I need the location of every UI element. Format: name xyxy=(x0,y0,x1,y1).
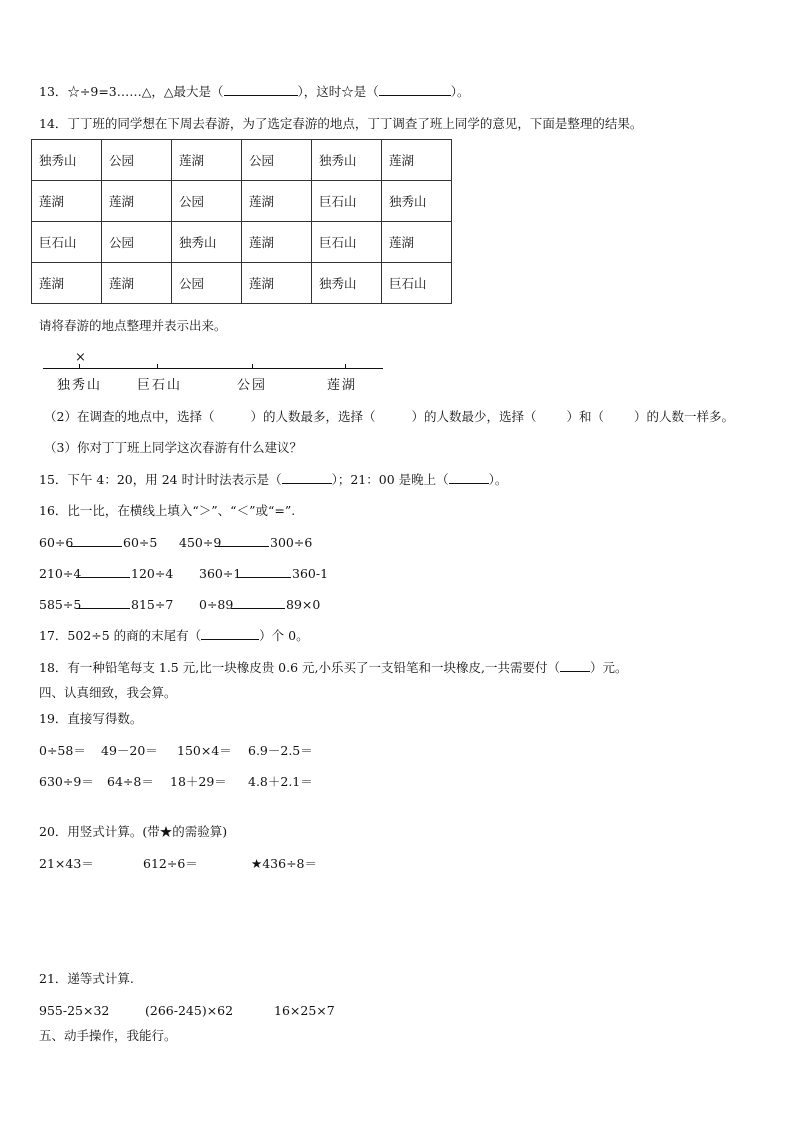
compare-right: 120÷4 xyxy=(131,566,174,581)
tally-axis xyxy=(43,350,388,400)
table-cell: 公园 xyxy=(242,140,312,181)
q21-text: 21．递等式计算. xyxy=(39,971,134,986)
table-cell: 公园 xyxy=(102,222,172,263)
compare-right: 815÷7 xyxy=(131,597,174,612)
calc-item: 6.9－2.5＝ xyxy=(248,743,313,758)
q14-sub2: （2）在调查的地点中，选择（ ）的人数最多，选择（ ）的人数最少，选择（ ）和（ ）的人数一样多。 xyxy=(44,409,735,424)
table-cell: 巨石山 xyxy=(312,222,382,263)
q14-sub3: （3）你对丁丁班上同学这次春游有什么建议？ xyxy=(44,440,302,455)
axis-label: 巨石山 xyxy=(137,378,183,393)
q15: 15．下午 4：20，用 24 时计时法表示是（ ）；21：00 是晚上（ ）。 xyxy=(39,472,508,487)
table-cell: 独秀山 xyxy=(32,140,102,181)
table-cell: 莲湖 xyxy=(102,181,172,222)
table-cell: 莲湖 xyxy=(102,263,172,304)
calc-item: 64÷8＝ xyxy=(107,774,154,789)
table-row xyxy=(32,263,452,304)
vertical-calc-item: ★436÷8＝ xyxy=(251,856,317,871)
q18-blank[interactable] xyxy=(560,660,590,672)
table-cell: 独秀山 xyxy=(172,222,242,263)
compare-blank[interactable] xyxy=(68,535,122,547)
table-cell: 莲湖 xyxy=(382,222,452,263)
table-cell: 巨石山 xyxy=(382,263,452,304)
compare-blank[interactable] xyxy=(215,535,269,547)
table-cell: 莲湖 xyxy=(172,140,242,181)
compare-right: 60÷5 xyxy=(123,535,158,550)
table-cell: 莲湖 xyxy=(382,140,452,181)
compare-blank[interactable] xyxy=(76,566,130,578)
table-cell: 公园 xyxy=(172,181,242,222)
axis-label: 独秀山 xyxy=(57,378,103,393)
axis-label: 莲湖 xyxy=(327,378,358,393)
compare-blank[interactable] xyxy=(231,597,285,609)
q18: 18．有一种铅笔每支 1.5 元,比一块橡皮贵 0.6 元,小乐买了一支铅笔和一块橡皮,一共需要付（ ）元。 xyxy=(39,660,628,675)
compare-left: 60÷6 xyxy=(39,535,74,550)
calc-item: 150×4＝ xyxy=(177,743,232,758)
compare-left: 450÷9 xyxy=(179,535,222,550)
table-cell: 公园 xyxy=(172,263,242,304)
q15-blank-1[interactable] xyxy=(282,472,332,484)
calc-item: 630÷9＝ xyxy=(39,774,94,789)
section-5-heading: 五、动手操作，我能行。 xyxy=(39,1028,177,1043)
compare-blank[interactable] xyxy=(76,597,130,609)
q17: 17．502÷5 的商的末尾有（ ）个 0。 xyxy=(39,628,309,643)
stepwise-calc-item: 16×25×7 xyxy=(274,1003,335,1018)
survey-table xyxy=(31,139,452,304)
q15-blank-2[interactable] xyxy=(449,472,489,484)
compare-left: 210÷4 xyxy=(39,566,82,581)
table-cell: 莲湖 xyxy=(32,181,102,222)
stepwise-calc-item: (266-245)×62 xyxy=(145,1003,234,1018)
axis-line xyxy=(43,368,383,369)
table-cell: 独秀山 xyxy=(382,181,452,222)
table-cell: 莲湖 xyxy=(32,263,102,304)
axis-tick xyxy=(252,364,253,369)
q13-blank-2[interactable] xyxy=(379,84,451,96)
compare-right: 89×0 xyxy=(286,597,321,612)
compare-right: 360-1 xyxy=(292,566,329,581)
compare-right: 300÷6 xyxy=(270,535,313,550)
q17-blank[interactable] xyxy=(201,628,259,640)
table-cell: 巨石山 xyxy=(312,181,382,222)
q13: 13．☆÷9=3……△，△最大是（ ），这时☆是（ ）。 xyxy=(39,84,470,99)
table-cell: 独秀山 xyxy=(312,140,382,181)
vertical-calc-item: 612÷6＝ xyxy=(143,856,198,871)
calc-item: 49－20＝ xyxy=(101,743,158,758)
table-cell: 独秀山 xyxy=(312,263,382,304)
q14-instruction: 请将春游的地点整理并表示出来。 xyxy=(39,318,227,333)
axis-tick xyxy=(345,364,346,369)
axis-tick xyxy=(79,364,80,369)
compare-left: 585÷5 xyxy=(39,597,82,612)
table-cell: 莲湖 xyxy=(242,263,312,304)
section-4-heading: 四、认真细致，我会算。 xyxy=(39,685,177,700)
table-cell: 公园 xyxy=(102,140,172,181)
table-row xyxy=(32,140,452,181)
q14-text: 14．丁丁班的同学想在下周去春游，为了选定春游的地点，丁丁调查了班上同学的意见，下面是整理的结果。 xyxy=(39,116,643,131)
calc-item: 4.8＋2.1＝ xyxy=(248,774,313,789)
table-row xyxy=(32,181,452,222)
compare-left: 360÷1 xyxy=(199,566,242,581)
q19-text: 19．直接写得数。 xyxy=(39,711,143,726)
q20-text: 20．用竖式计算。(带★的需验算) xyxy=(39,824,228,839)
axis-tick xyxy=(157,364,158,369)
tally-mark: × xyxy=(75,350,86,365)
compare-left: 0÷89 xyxy=(199,597,234,612)
compare-blank[interactable] xyxy=(237,566,291,578)
calc-item: 0÷58＝ xyxy=(39,743,86,758)
calc-item: 18＋29＝ xyxy=(170,774,227,789)
axis-label: 公园 xyxy=(237,378,268,393)
table-cell: 巨石山 xyxy=(32,222,102,263)
vertical-calc-item: 21×43＝ xyxy=(39,856,94,871)
table-row xyxy=(32,222,452,263)
table-cell: 莲湖 xyxy=(242,181,312,222)
stepwise-calc-item: 955-25×32 xyxy=(39,1003,110,1018)
q16-text: 16．比一比，在横线上填入“＞”、“＜”或“=”. xyxy=(39,503,296,518)
q13-blank-1[interactable] xyxy=(224,84,298,96)
table-cell: 莲湖 xyxy=(242,222,312,263)
